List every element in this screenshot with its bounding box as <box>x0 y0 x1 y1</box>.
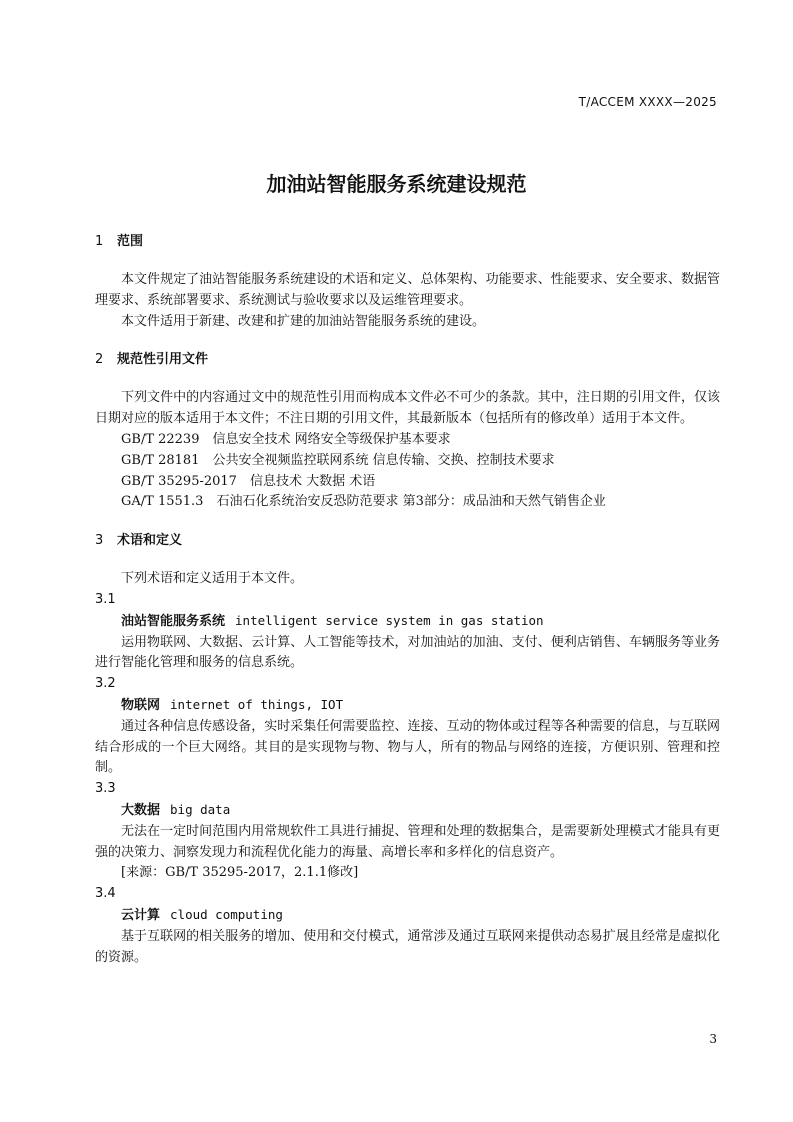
paragraph: 下列文件中的内容通过文中的规范性引用而构成本文件必不可少的条款。其中，注日期的引用文件，仅该日期对应的版本适用于本文件；不注日期的引用文件，其最新版本（包括所有的修改单）适用于本文件。 <box>95 390 720 427</box>
term-entry <box>95 800 720 822</box>
reference-item: GB/T 22239 信息安全技术 网络安全等级保护基本要求 <box>121 431 451 447</box>
section-heading-normative-references <box>95 350 720 370</box>
reference-item: GB/T 35295-2017 信息技术 大数据 术语 <box>121 473 376 489</box>
term-number: 3.4 <box>95 886 116 902</box>
document-title: 加油站智能服务系统建设规范 <box>266 172 527 196</box>
term-english: big data <box>170 801 231 817</box>
section-title: 规范性引用文件 <box>117 352 209 368</box>
term-source: [来源：GB/T 35295-2017，2.1.1修改] <box>121 865 359 881</box>
term-definition: 基于互联网的相关服务的增加、使用和交付模式，通常涉及通过互联网来提供动态易扩展且经常是虚拟化的资源。 <box>95 928 720 965</box>
term-chinese: 物联网 <box>121 697 161 713</box>
document-body <box>95 232 720 968</box>
term-chinese: 大数据 <box>121 802 161 818</box>
term-number: 3.2 <box>95 676 116 692</box>
term-chinese: 云计算 <box>121 907 161 923</box>
term-entry <box>95 905 720 927</box>
section-number: 1 <box>95 234 104 249</box>
section-heading-scope <box>95 232 720 252</box>
term-definition: 运用物联网、大数据、云计算、人工智能等技术，对加油站的加油、支付、便利店销售、车辆服务等业务进行智能化管理和服务的信息系统。 <box>95 634 720 671</box>
term-entry <box>95 695 720 717</box>
term-english: intelligent service system in gas station <box>235 612 544 628</box>
term-number: 3.3 <box>95 781 116 797</box>
term-english: cloud computing <box>170 906 283 922</box>
term-definition: 通过各种信息传感设备，实时采集任何需要监控、连接、互动的物体或过程等各种需要的信息，与互联网结合形成的一个巨大网络。其目的是实现物与物、物与人，所有的物品与网络的连接，方便识别、管理和控制。 <box>95 718 720 776</box>
reference-item: GA/T 1551.3 石油石化系统治安反恐防范要求 第3部分：成品油和天然气销售企业 <box>121 494 606 510</box>
paragraph: 本文件规定了油站智能服务系统建设的术语和定义、总体架构、功能要求、性能要求、安全要求、数据管理要求、系统部署要求、系统测试与验收要求以及运维管理要求。 <box>95 272 720 308</box>
paragraph: 下列术语和定义适用于本文件。 <box>121 571 304 587</box>
term-chinese: 油站智能服务系统 <box>121 613 226 629</box>
page-number: 3 <box>709 1032 717 1046</box>
reference-item: GB/T 28181 公共安全视频监控联网系统 信息传输、交换、控制技术要求 <box>121 452 555 468</box>
section-title: 范围 <box>117 234 144 249</box>
section-number: 3 <box>95 533 104 549</box>
section-heading-terms <box>95 531 720 551</box>
term-number: 3.1 <box>95 591 116 607</box>
section-number: 2 <box>95 352 104 368</box>
term-entry <box>95 611 720 633</box>
paragraph: 本文件适用于新建、改建和扩建的加油站智能服务系统的建设。 <box>121 313 486 329</box>
section-title: 术语和定义 <box>117 533 183 549</box>
term-english: internet of things, IOT <box>170 696 344 712</box>
term-definition: 无法在一定时间范围内用常规软件工具进行捕捉、管理和处理的数据集合，是需要新处理模式才能具有更强的决策力、洞察发现力和流程优化能力的海量、高增长率和多样化的信息资产。 <box>95 823 720 860</box>
standard-code: T/ACCEM XXXX—2025 <box>578 95 717 109</box>
